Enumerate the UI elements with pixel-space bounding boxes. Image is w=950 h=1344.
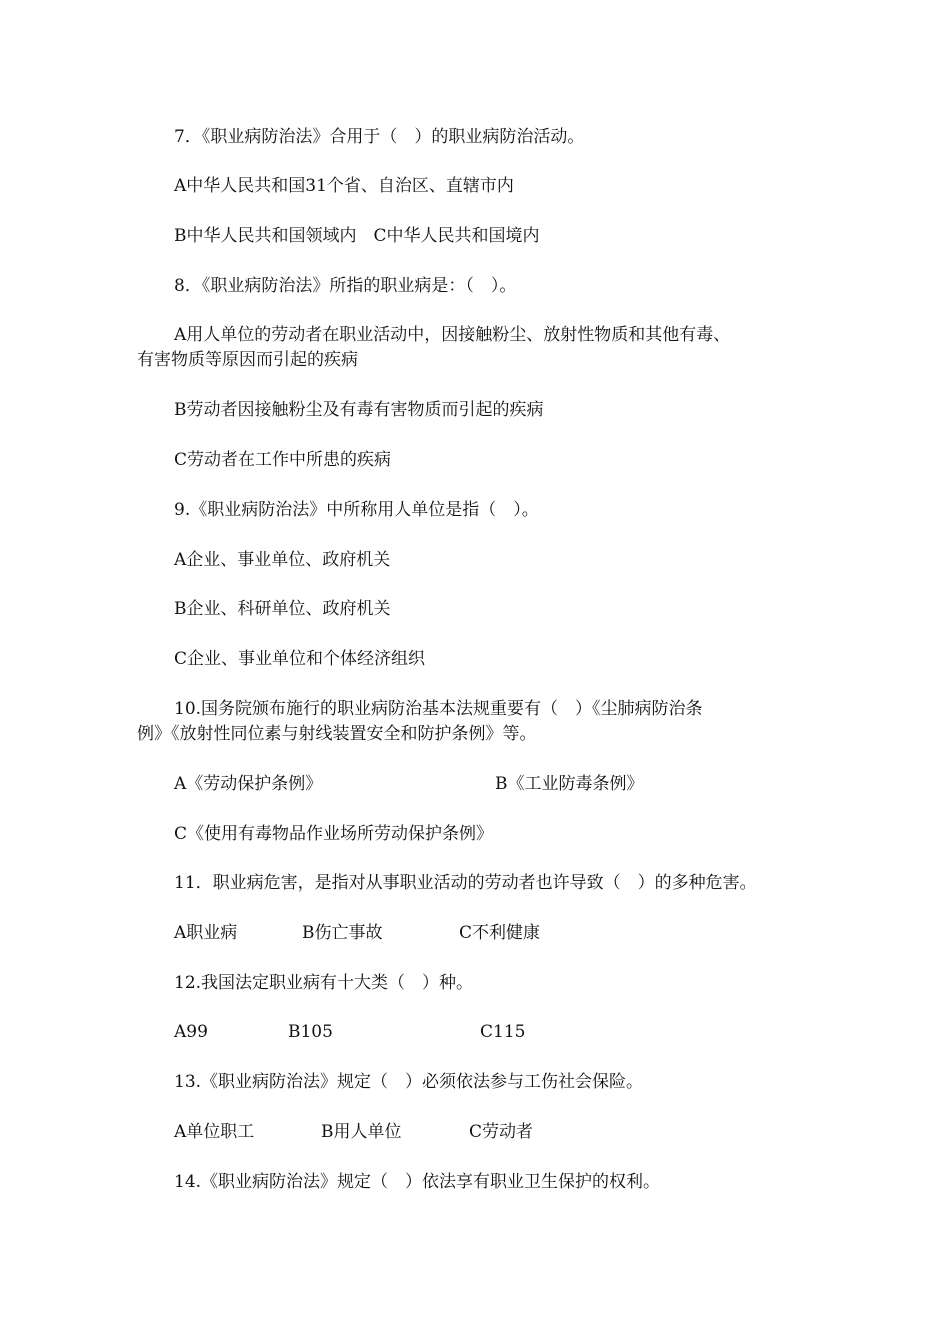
question-11: 11．职业病危害，是指对从事职业活动的劳动者也许导致（ ）的多种危害。 [174, 873, 757, 893]
question-10: 10.国务院颁布施行的职业病防治基本法规重要有（ ）《尘肺病防治条 [174, 699, 703, 719]
option-8a: A用人单位的劳动者在职业活动中，因接触粉尘、放射性物质和其他有毒、 [174, 325, 731, 345]
option-13c: C劳动者 [469, 1122, 534, 1142]
question-8: 8．《职业病防治法》所指的职业病是：（ ）。 [174, 276, 517, 296]
option-8c: C劳动者在工作中所患的疾病 [174, 450, 392, 470]
option-8b: B劳动者因接触粉尘及有毒有害物质而引起的疾病 [174, 400, 544, 420]
option-10a: A《劳动保护条例》 [174, 774, 323, 794]
option-10c: C《使用有毒物品作业场所劳动保护条例》 [174, 824, 494, 844]
question-10-continued: 例》《放射性同位素与射线装置安全和防护条例》等。 [137, 724, 537, 744]
option-11c: C不利健康 [459, 923, 541, 943]
option-12a: A99 [174, 1022, 208, 1042]
option-13b: B用人单位 [321, 1122, 402, 1142]
option-8a-continued: 有害物质等原因而引起的疾病 [137, 350, 358, 370]
option-9b: B企业、科研单位、政府机关 [174, 599, 391, 619]
question-9: 9.《职业病防治法》中所称用人单位是指（ ）。 [174, 500, 539, 520]
question-7: 7．《职业病防治法》合用于（ ）的职业病防治活动。 [174, 127, 585, 147]
question-14: 14.《职业病防治法》规定（ ）依法享有职业卫生保护的权利。 [174, 1172, 661, 1192]
option-12b: B105 [288, 1022, 333, 1042]
option-9c: C企业、事业单位和个体经济组织 [174, 649, 426, 669]
option-7a: A中华人民共和国31个省、自治区、直辖市内 [174, 176, 514, 196]
option-11a: A职业病 [174, 923, 238, 943]
options-7bc: B中华人民共和国领域内 C中华人民共和国境内 [174, 226, 540, 246]
option-10b: B《工业防毒条例》 [495, 774, 644, 794]
option-12c: C115 [480, 1022, 526, 1042]
question-12: 12.我国法定职业病有十大类（ ）种。 [174, 973, 474, 993]
option-11b: B伤亡事故 [302, 923, 383, 943]
question-13: 13.《职业病防治法》规定（ ）必须依法参与工伤社会保险。 [174, 1072, 644, 1092]
option-9a: A企业、事业单位、政府机关 [174, 550, 391, 570]
option-13a: A单位职工 [174, 1122, 255, 1142]
